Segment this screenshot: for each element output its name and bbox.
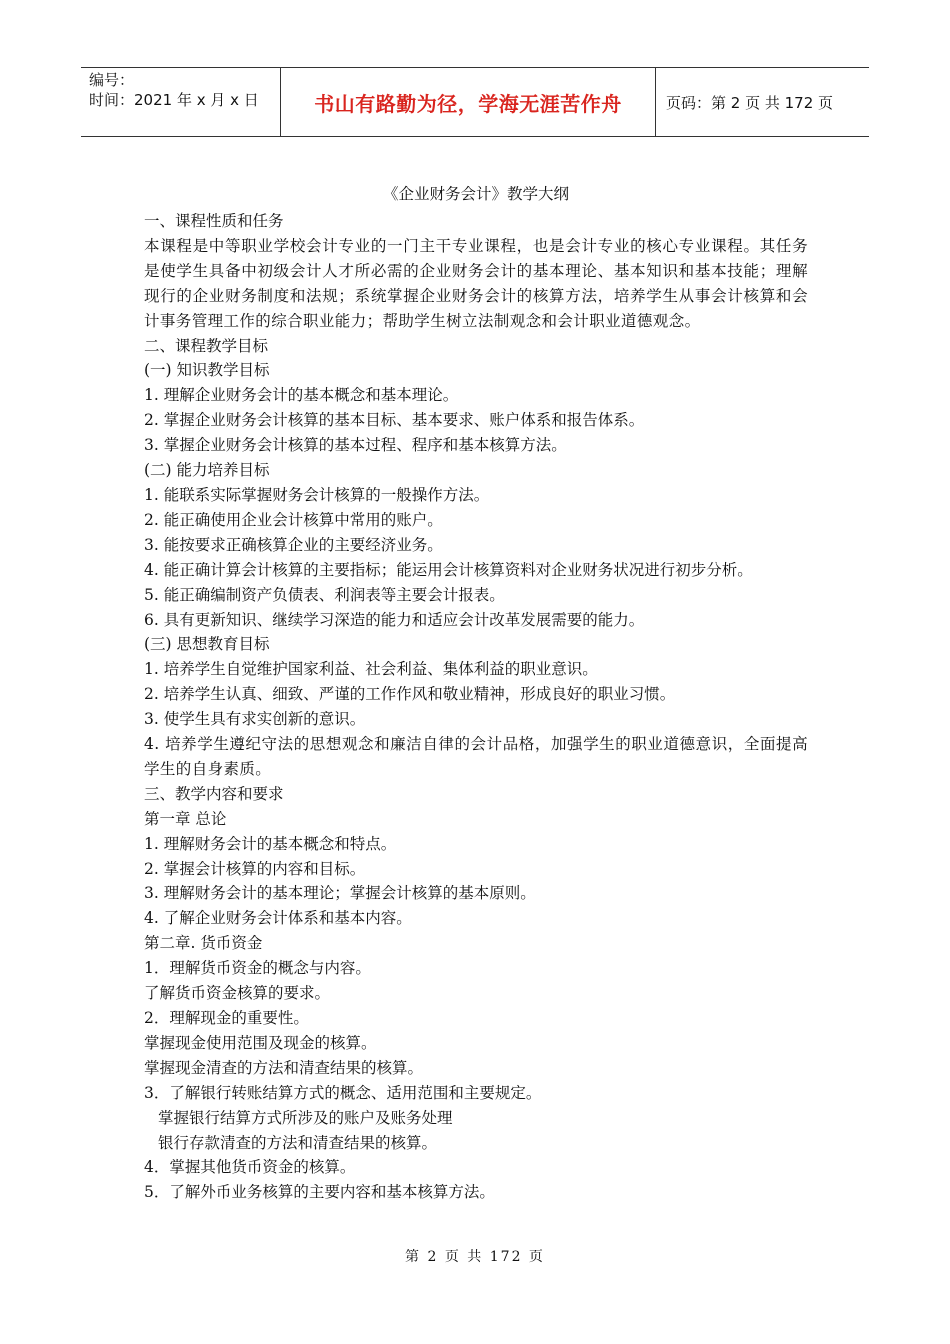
list-item: 3. 理解财务会计的基本理论；掌握会计核算的基本原则。: [144, 884, 536, 903]
page-number-info: 页码：第 2 页 共 172 页: [666, 93, 834, 112]
list-item: 4．掌握其他货币资金的核算。: [144, 1158, 356, 1177]
list-item: 6. 具有更新知识、继续学习深造的能力和适应会计改革发展需要的能力。: [144, 610, 645, 629]
motto-text: 书山有路勤为径，学海无涯苦作舟: [314, 91, 622, 116]
page-header: [81, 67, 869, 137]
list-item: 4. 培养学生遵纪守法的思想观念和廉洁自律的会计品格，加强学生的职业道德意识，全面提高学生的自身素质。: [144, 735, 808, 778]
list-item: 1. 培养学生自觉维护国家利益、社会利益、集体利益的职业意识。: [144, 660, 598, 679]
subsection-heading: (二) 能力培养目标: [144, 461, 270, 480]
list-item: 1. 能联系实际掌握财务会计核算的一般操作方法。: [144, 485, 490, 504]
section-heading: 二、课程教学目标: [144, 336, 269, 355]
header-motto-cell: [281, 68, 656, 136]
subsection-heading: (一) 知识教学目标: [144, 361, 270, 380]
footer-page-number: 第 2 页 共 172 页: [405, 1249, 545, 1265]
section-heading: 三、教学内容和要求: [144, 784, 284, 803]
list-item: 2．理解现金的重要性。: [144, 1009, 309, 1027]
list-item: 5. 能正确编制资产负债表、利润表等主要会计报表。: [144, 585, 505, 604]
list-item: 3. 使学生具有求实创新的意识。: [144, 710, 366, 729]
header-page-cell: [656, 68, 869, 136]
section-heading: 一、课程性质和任务: [144, 212, 284, 230]
list-item: 5．了解外币业务核算的主要内容和基本核算方法。: [144, 1183, 495, 1202]
chapter-heading: 第二章. 货币资金: [144, 934, 263, 953]
list-item: 了解货币资金核算的要求。: [144, 984, 331, 1003]
list-item: 1. 理解企业财务会计的基本概念和基本理论。: [144, 386, 459, 405]
list-item: 3. 能按要求正确核算企业的主要经济业务。: [144, 535, 443, 554]
list-item: 2. 培养学生认真、细致、严谨的工作作风和敬业精神，形成良好的职业习惯。: [144, 685, 676, 704]
list-item: 4. 能正确计算会计核算的主要指标；能运用会计核算资料对企业财务状况进行初步分析。: [144, 560, 753, 579]
list-item: 3. 掌握企业财务会计核算的基本过程、程序和基本核算方法。: [144, 436, 567, 455]
document-body: [144, 180, 808, 1205]
list-item: 掌握现金清查的方法和清查结果的核算。: [144, 1058, 424, 1077]
section-paragraph: 本课程是中等职业学校会计专业的一门主干专业课程，也是会计专业的核心专业课程。其任务是使学生具备中初级会计人才所必需的企业财务会计的基本理论、基本知识和基本技能；理解现行的企业财务制度和法规；系统掌握企业财务会计的核算方法，培养学生从事会计核算和会计事务管理工作的综合职业能力；帮助学生树立法制观念和会计职业道德观念。: [144, 236, 808, 330]
document-date: 时间：2021 年 x 月 x 日: [89, 91, 259, 109]
list-item: 掌握银行结算方式所涉及的账户及账务处理: [158, 1108, 453, 1127]
header-meta-cell: [81, 68, 281, 136]
list-item: 1. 理解财务会计的基本概念和特点。: [144, 834, 397, 853]
list-item: 4. 了解企业财务会计体系和基本内容。: [144, 909, 412, 928]
list-item: 掌握现金使用范围及现金的核算。: [144, 1033, 377, 1052]
document-number-label: 编号：: [89, 71, 135, 89]
list-item: 2. 掌握企业财务会计核算的基本目标、基本要求、账户体系和报告体系。: [144, 411, 645, 430]
list-item: 2. 能正确使用企业会计核算中常用的账户。: [144, 510, 443, 529]
document-title: 《企业财务会计》教学大纲: [382, 185, 569, 203]
chapter-heading: 第一章 总论: [144, 809, 227, 828]
subsection-heading: (三) 思想教育目标: [144, 635, 270, 654]
list-item: 2. 掌握会计核算的内容和目标。: [144, 859, 366, 878]
list-item: 3．了解银行转账结算方式的概念、适用范围和主要规定。: [144, 1083, 542, 1102]
page-footer: [0, 1246, 950, 1266]
list-item: 银行存款清查的方法和清查结果的核算。: [158, 1133, 438, 1152]
list-item: 1．理解货币资金的概念与内容。: [144, 959, 371, 978]
